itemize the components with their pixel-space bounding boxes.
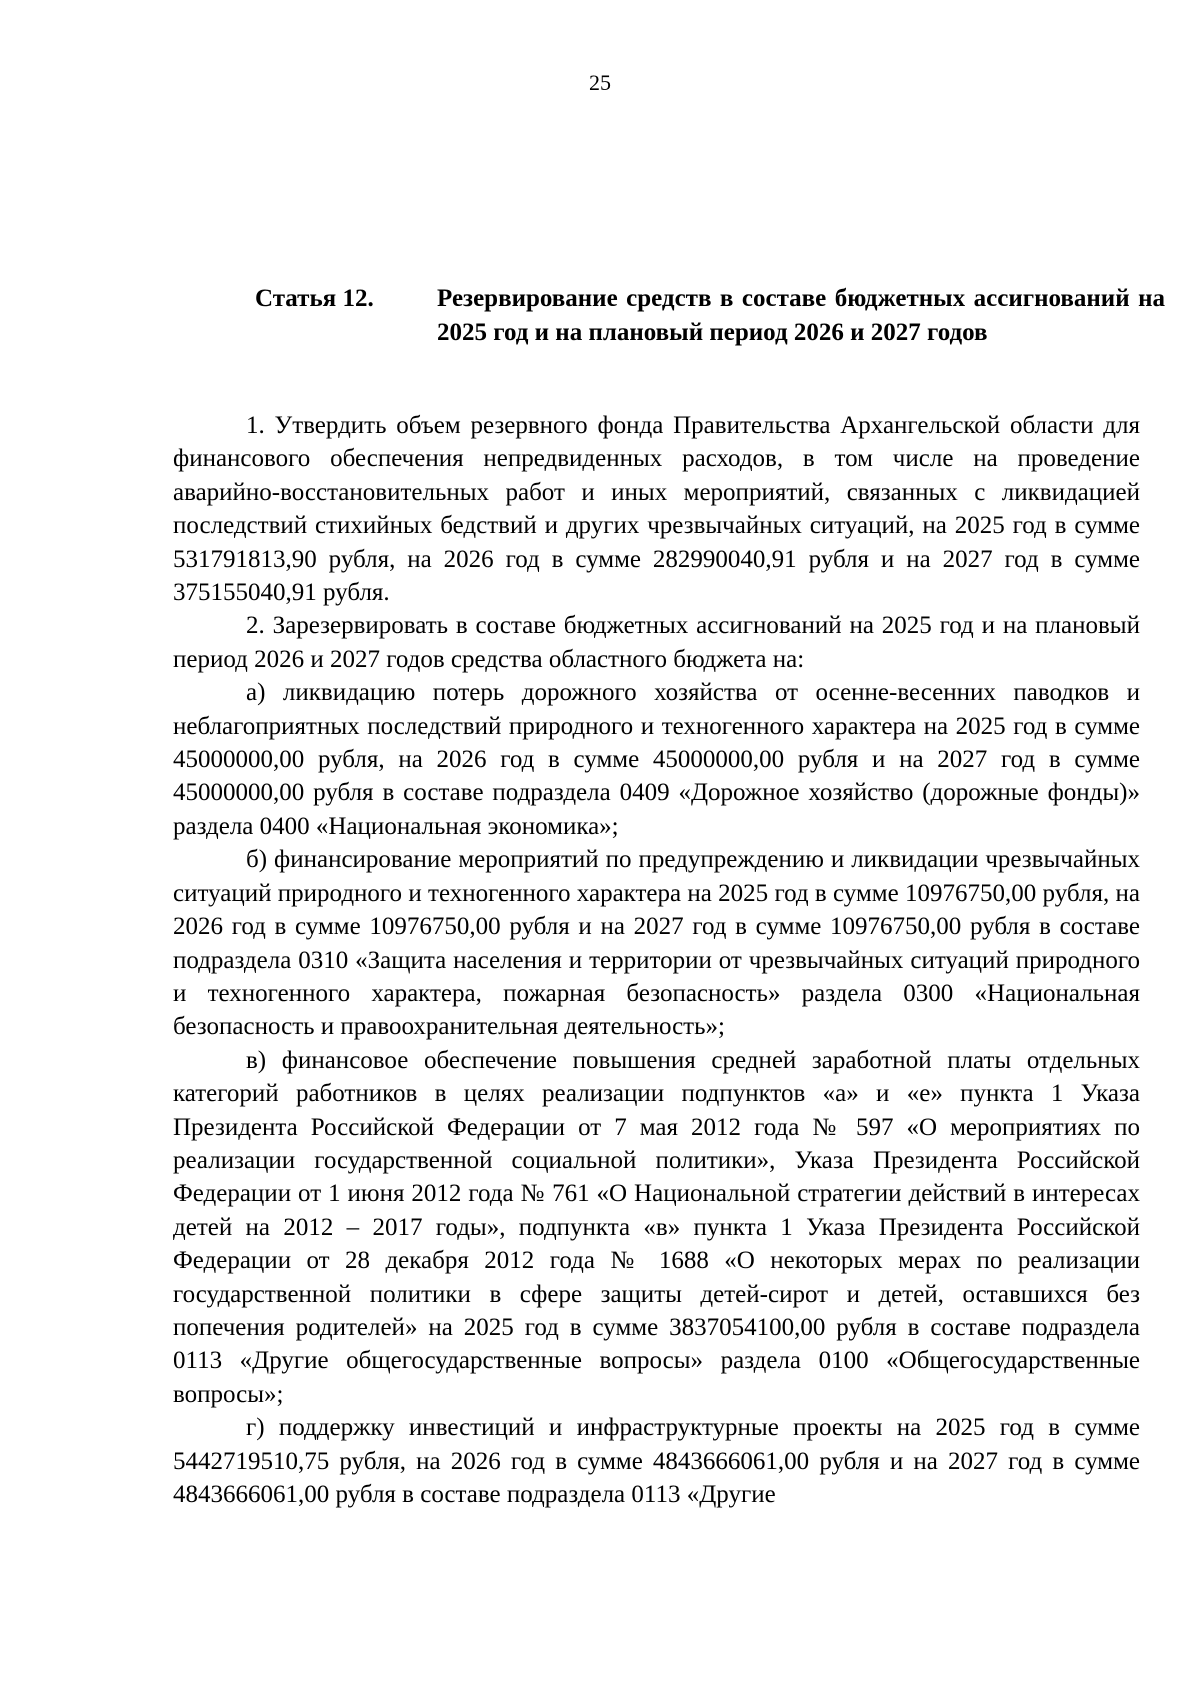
- page-number: 25: [589, 70, 611, 95]
- paragraph-2: 2. Зарезервировать в составе бюджетных ассигнований на 2025 год и на плановый период 2026 и 2027 годов средства областного бюджета на:: [173, 612, 1140, 673]
- paragraph-2a: а) ликвидацию потерь дорожного хозяйства от осенне-весенних паводков и неблагоприятных последствий природного и техногенного характера на 2025 год в сумме 45000000,00 рубля, на 2026 год в сумме 45000000,00 рубля и на 2027 год в сумме 45000000,00 рубля в составе подраздела 0409 «Дорожное хозяйство (дорожные фонды)» раздела 0400 «Национальная экономика»;: [173, 679, 1140, 840]
- paragraph-2b: б) финансирование мероприятий по предупреждению и ликвидации чрезвычайных ситуаций природного и техногенного характера на 2025 год в сумме 10976750,00 рубля, на 2026 год в сумме 10976750,00 рубля и на 2027 год в сумме 10976750,00 рубля в составе подраздела 0310 «Защита населения и территории от чрезвычайных ситуаций природного и техногенного характера, пожарная безопасность» раздела 0300 «Национальная безопасность и правоохранительная деятельность»;: [173, 846, 1140, 1041]
- document-body: [173, 409, 1140, 1511]
- paragraph-2g: г) поддержку инвестиций и инфраструктурные проекты на 2025 год в сумме 5442719510,75 рубля, на 2026 год в сумме 4843666061,00 рубля и на 2027 год в сумме 4843666061,00 рубля в составе подраздела 0113 «Другие: [173, 1414, 1140, 1508]
- article-title: Резервирование средств в составе бюджетных ассигнований на 2025 год и на плановый период 2026 и 2027 годов: [437, 285, 1165, 346]
- article-label: Статья 12.: [255, 285, 374, 312]
- paragraph-2v: в) финансовое обеспечение повышения средней заработной платы отдельных категорий работников в целях реализации подпунктов «а» и «е» пункта 1 Указа Президента Российской Федерации от 7 мая 2012 года № 597 «О мероприятиях по реализации государственной социальной политики», Указа Президента Российской Федерации от 1 июня 2012 года № 761 «О Национальной стратегии действий в интересах детей на 2012 – 2017 годы», подпункта «в» пункта 1 Указа Президента Российской Федерации от 28 декабря 2012 года № 1688 «О некоторых мерах по реализации государственной политики в сфере защиты детей-сирот и детей, оставшихся без попечения родителей» на 2025 год в сумме 3837054100,00 рубля в составе подраздела 0113 «Другие общегосударственные вопросы» раздела 0100 «Общегосударственные вопросы»;: [173, 1046, 1140, 1408]
- paragraph-1: 1. Утвердить объем резервного фонда Правительства Архангельской области для финансового обеспечения непредвиденных расходов, в том числе на проведение аварийно-восстановительных работ и иных мероприятий, связанных с ликвидацией последствий стихийных бедствий и других чрезвычайных ситуаций, на 2025 год в сумме 531791813,90 рубля, на 2026 год в сумме 282990040,91 рубля и на 2027 год в сумме 375155040,91 рубля.: [173, 412, 1140, 607]
